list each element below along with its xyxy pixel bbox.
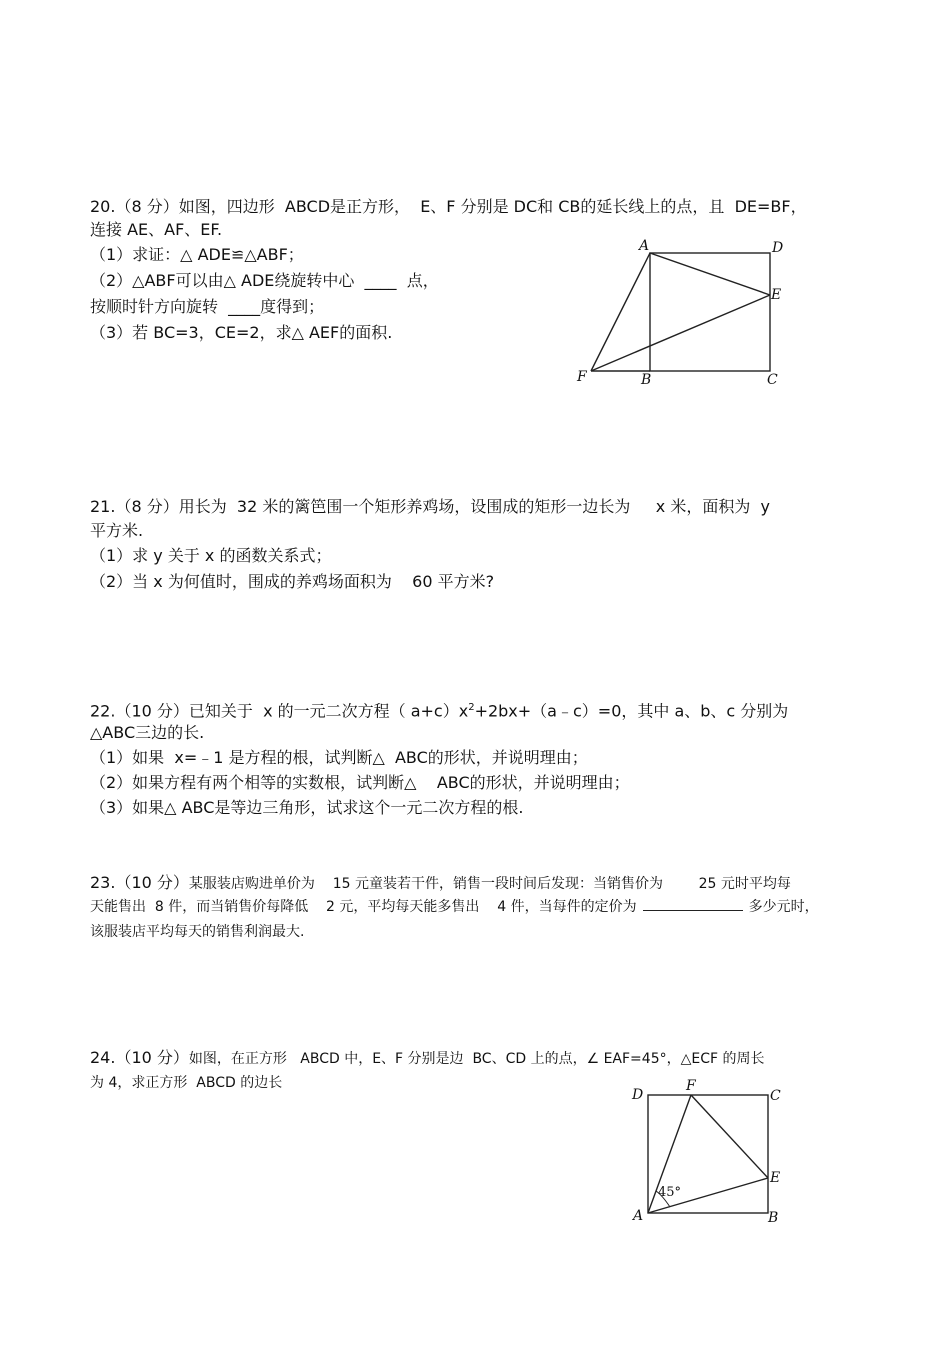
q23-line-2b: 多少元时， [748, 899, 819, 915]
q23-prefix: 23.（10 分） [90, 873, 189, 892]
q23-line-2 [90, 896, 819, 918]
q20-part-1: （1）求证：△ ADE≌△ABF； [90, 245, 304, 264]
q21-part-1: （1）求 y 关于 x 的函数关系式； [90, 546, 332, 565]
segment-ae [650, 253, 770, 295]
q21-line-2: 平方米. [90, 521, 144, 540]
q22-part-2: （2）如果方程有两个相等的实数根，试判断△ ABC的形状，并说明理由； [90, 773, 630, 792]
q23-line-1-text: 某服装店购进单价为 15 元童装若干件，销售一段时间后发现：当销售价为 25 元时平均每 [188, 876, 791, 892]
segment-af [591, 253, 650, 371]
q24-line-1-text: 如图，在正方形 ABCD 中，E、F 分别是边 BC、CD 上的点，∠ EAF=45°，△ECF 的周长 [188, 1051, 765, 1067]
q22-line-2: △ABC三边的长. [90, 723, 205, 742]
q20-part-2b: 按顺时针方向旋转 ____度得到； [90, 297, 325, 316]
label-b: B [768, 1210, 779, 1225]
segment-ef [691, 1095, 768, 1178]
label-b: B [641, 372, 652, 388]
q23-line-2a: 天能售出 8 件，而当销售价每降低 2 元，平均每天能多售出 4 件，当每件的定价为 [90, 899, 637, 915]
angle-label: 45° [658, 1185, 682, 1200]
q20-part-3: （3）若 BC=3，CE=2，求△ AEF的面积. [90, 323, 393, 342]
q22-line-1b: +2bx+（a﹣c）=0，其中 a、b、c 分别为 [474, 701, 789, 721]
label-c: C [767, 372, 778, 388]
label-d: D [632, 1087, 644, 1103]
label-c: C [770, 1088, 781, 1104]
q24-line-1 [90, 1047, 765, 1070]
q22-part-1: （1）如果 x=﹣1 是方程的根，试判断△ ABC的形状，并说明理由； [90, 748, 588, 767]
q21-line-1: 21.（8 分）用长为 32 米的篱笆围一个矩形养鸡场，设围成的矩形一边长为 x 米，面积为 y [90, 497, 770, 516]
segment-ef [591, 295, 770, 371]
q22-exponent: 2 [468, 702, 475, 713]
q20-line-2: 连接 AE、AF、EF. [90, 220, 223, 239]
q20-part-2: （2）△ABF可以由△ ADE绕旋转中心 ____ 点， [90, 271, 439, 290]
q23-line-1 [90, 872, 791, 895]
q22-part-3: （3）如果△ ABC是等边三角形，试求这个一元二次方程的根. [90, 798, 524, 817]
label-e: E [771, 287, 782, 303]
label-f: F [577, 369, 587, 385]
q22-line-1a: 22.（10 分）已知关于 x 的一元二次方程（ a+c）x [90, 701, 469, 721]
q24-line-2: 为 4，求正方形 ABCD 的边长 [90, 1075, 283, 1091]
label-f: F [686, 1078, 696, 1094]
label-e: E [770, 1170, 781, 1186]
q21-part-2: （2）当 x 为何值时，围成的养鸡场面积为 60 平方米? [90, 572, 495, 591]
label-a: A [633, 1208, 644, 1224]
q23-line-3: 该服装店平均每天的销售利润最大. [90, 924, 305, 940]
q20-figure [575, 238, 790, 388]
square-abcd [650, 253, 770, 371]
label-a: A [639, 238, 650, 254]
q20-line-1: 20.（8 分）如图，四边形 ABCD是正方形， E、F 分别是 DC和 CB的延长线上的点，且 DE=BF， [90, 197, 807, 216]
q24-figure [628, 1078, 788, 1225]
q23-blank [643, 896, 743, 911]
label-d: D [772, 240, 784, 256]
q24-prefix: 24.（10 分） [90, 1048, 189, 1067]
q22-line-1 [90, 697, 788, 722]
